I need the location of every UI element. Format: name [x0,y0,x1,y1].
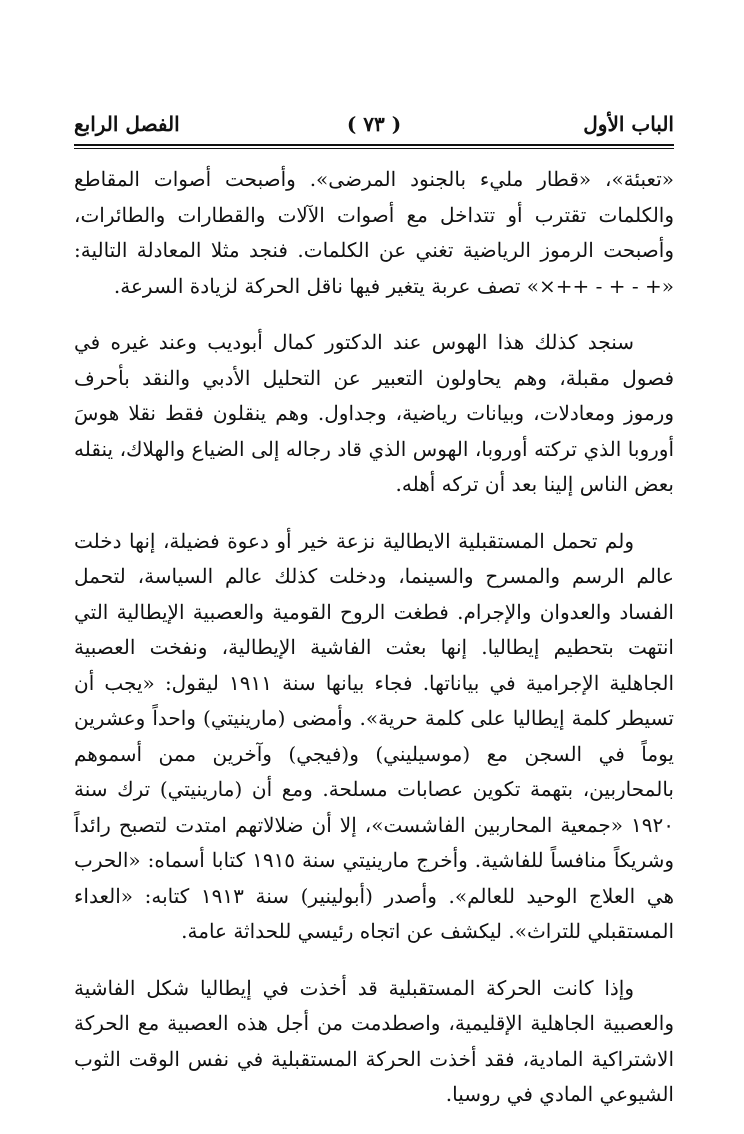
body-text [74,162,674,1134]
header-rule [74,144,674,149]
chapter-title: الفصل الرابع [74,112,180,136]
paragraph: سنجد كذلك هذا الهوس عند الدكتور كمال أبوديب وعند غيره في فصول مقبلة، وهم يحاولون التعبير عن التحليل الأدبي والنقد بأحرف ورموز ومعادلات، وبيانات رياضية، وجداول. وهم ينقلون فقط نقلا هوسَ أوروبا الذي تركته أوروبا، الهوس الذي قاد رجاله إلى الضياع والهلاك، ينقله بعض الناس إلينا بعد أن تركه أهله. [74,330,674,496]
paragraph: «تعبئة»، «قطار مليء بالجنود المرضى». وأصبحت أصوات المقاطع والكلمات تقترب أو تتداخل مع أصوات الآلات والقطارات والطائرات، وأصبحت الرموز الرياضية تغني عن الكلمات. فنجد مثلا المعادلة التالية: «+ - + - ++×» تصف عربة يتغير فيها ناقل الحركة لزيادة السرعة. [74,167,674,298]
paragraph: ولم تحمل المستقبلية الايطالية نزعة خير أو دعوة فضيلة، إنها دخلت عالم الرسم والمسرح والسينما، ودخلت كذلك عالم السياسة، لتحمل الفساد والعدوان والإجرام. فطغت الروح القومية والعصبية الإيطالية التي انتهت بتحطيم إيطاليا. إنها بعثت الفاشية الإيطالية، ونفخت العصبية الجاهلية الإجرامية في بياناتها. فجاء بيانها سنة ١٩١١ ليقول: «يجب أن تسيطر كلمة إيطاليا على كلمة حرية». وأمضى (مارينيتي) واحداً وعشرين يوماً في السجن مع (موسيليني) و(فيجي) وآخرين ممن أسموهم بالمحاربين، بتهمة تكوين عصابات مسلحة. ومع أن (مارينيتي) ترك سنة ١٩٢٠ «جمعية المحاربين الفاشست»، إلا أن ضلالاتهم امتدت لتصبح رائداً وشريكاً منافساً للفاشية. وأخرج مارينيتي سنة ١٩١٥ كتابا أسماه: «الحرب هي العلاج الوحيد للعالم». وأصدر (أبولينير) سنة ١٩١٣ كتابه: «العداء المستقبلي للتراث». ليكشف عن اتجاه رئيسي للحداثة عامة. [74,528,675,943]
paragraph: وإذا كانت الحركة المستقبلية قد أخذت في إيطاليا شكل الفاشية والعصبية الجاهلية الإقليمية، واصطدمت من أجل هذه العصبية مع الحركة الاشتراكية المادية، فقد أخذت الحركة المستقبلية في نفس الوقت الثوب الشيوعي المادي في روسيا. [74,975,674,1106]
running-header [74,112,674,142]
page-number: ( ٧٣ ) [346,112,402,136]
part-title: الباب الأول [583,112,674,136]
